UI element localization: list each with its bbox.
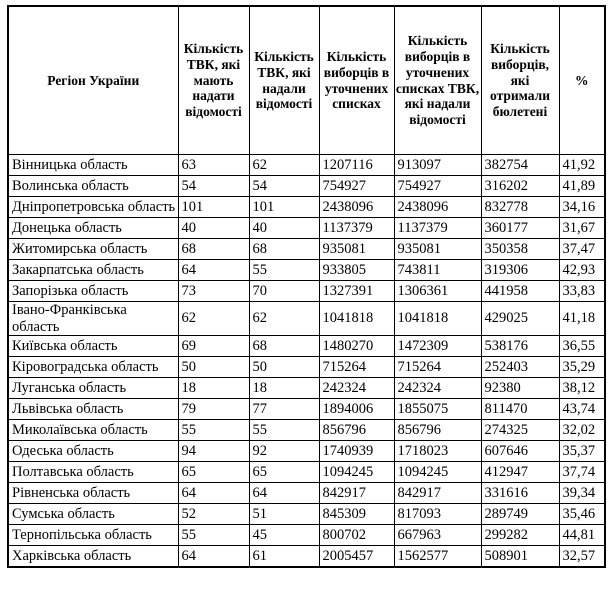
cell-tvk_must_report: 50 (178, 357, 249, 378)
cell-voters_received_ballots: 607646 (481, 441, 559, 462)
column-header-voters_updated_lists: Кількість виборців в уточнених списках (319, 6, 394, 155)
cell-tvk_must_report: 64 (178, 260, 249, 281)
cell-percent: 37,74 (559, 462, 605, 483)
cell-voters_updated_lists: 242324 (319, 378, 394, 399)
cell-voters_updated_lists: 845309 (319, 504, 394, 525)
cell-tvk_must_report: 64 (178, 483, 249, 504)
table-row (8, 504, 605, 525)
cell-voters_updated_lists_reported: 1094245 (394, 462, 481, 483)
column-header-tvk_reported: Кількість ТВК, які надали відомості (249, 6, 319, 155)
cell-voters_updated_lists: 842917 (319, 483, 394, 504)
cell-voters_received_ballots: 274325 (481, 420, 559, 441)
table-row (8, 302, 605, 336)
cell-voters_updated_lists_reported: 856796 (394, 420, 481, 441)
cell-region: Полтавська область (8, 462, 178, 483)
cell-percent: 36,55 (559, 336, 605, 357)
table-row (8, 420, 605, 441)
cell-percent: 33,83 (559, 281, 605, 302)
cell-voters_updated_lists: 1094245 (319, 462, 394, 483)
cell-percent: 31,67 (559, 218, 605, 239)
cell-tvk_must_report: 68 (178, 239, 249, 260)
cell-voters_updated_lists: 933805 (319, 260, 394, 281)
cell-tvk_must_report: 94 (178, 441, 249, 462)
cell-percent: 41,18 (559, 302, 605, 336)
cell-voters_received_ballots: 319306 (481, 260, 559, 281)
cell-percent: 35,46 (559, 504, 605, 525)
cell-tvk_reported: 40 (249, 218, 319, 239)
cell-voters_updated_lists: 856796 (319, 420, 394, 441)
cell-voters_updated_lists: 935081 (319, 239, 394, 260)
cell-tvk_reported: 68 (249, 336, 319, 357)
cell-tvk_must_report: 79 (178, 399, 249, 420)
cell-voters_updated_lists_reported: 1472309 (394, 336, 481, 357)
cell-percent: 38,12 (559, 378, 605, 399)
cell-tvk_must_report: 55 (178, 525, 249, 546)
cell-voters_received_ballots: 538176 (481, 336, 559, 357)
cell-tvk_reported: 101 (249, 197, 319, 218)
cell-voters_updated_lists: 1041818 (319, 302, 394, 336)
cell-tvk_reported: 62 (249, 302, 319, 336)
cell-voters_received_ballots: 92380 (481, 378, 559, 399)
table-row (8, 336, 605, 357)
cell-region: Тернопільська область (8, 525, 178, 546)
cell-voters_received_ballots: 331616 (481, 483, 559, 504)
cell-percent: 44,81 (559, 525, 605, 546)
cell-region: Дніпропетровська область (8, 197, 178, 218)
cell-tvk_reported: 55 (249, 260, 319, 281)
cell-tvk_must_report: 40 (178, 218, 249, 239)
cell-tvk_must_report: 62 (178, 302, 249, 336)
cell-percent: 32,57 (559, 546, 605, 568)
table-row (8, 399, 605, 420)
cell-voters_received_ballots: 412947 (481, 462, 559, 483)
cell-tvk_reported: 50 (249, 357, 319, 378)
cell-voters_updated_lists_reported: 667963 (394, 525, 481, 546)
cell-tvk_must_report: 73 (178, 281, 249, 302)
cell-region: Донецька область (8, 218, 178, 239)
table-row (8, 462, 605, 483)
cell-voters_received_ballots: 289749 (481, 504, 559, 525)
cell-voters_received_ballots: 299282 (481, 525, 559, 546)
column-header-tvk_must_report: Кількість ТВК, які мають надати відомості (178, 6, 249, 155)
cell-voters_received_ballots: 832778 (481, 197, 559, 218)
cell-tvk_reported: 70 (249, 281, 319, 302)
cell-voters_updated_lists_reported: 754927 (394, 176, 481, 197)
cell-tvk_reported: 18 (249, 378, 319, 399)
cell-region: Сумська область (8, 504, 178, 525)
cell-region: Луганська область (8, 378, 178, 399)
cell-tvk_must_report: 54 (178, 176, 249, 197)
cell-percent: 41,92 (559, 155, 605, 176)
cell-percent: 41,89 (559, 176, 605, 197)
cell-tvk_must_report: 63 (178, 155, 249, 176)
cell-voters_received_ballots: 508901 (481, 546, 559, 568)
cell-tvk_reported: 65 (249, 462, 319, 483)
cell-percent: 34,16 (559, 197, 605, 218)
cell-voters_updated_lists_reported: 935081 (394, 239, 481, 260)
cell-region: Рівненська область (8, 483, 178, 504)
cell-voters_received_ballots: 441958 (481, 281, 559, 302)
table-row (8, 260, 605, 281)
table-row (8, 176, 605, 197)
cell-tvk_must_report: 64 (178, 546, 249, 568)
cell-voters_updated_lists_reported: 1855075 (394, 399, 481, 420)
cell-tvk_must_report: 65 (178, 462, 249, 483)
cell-percent: 35,29 (559, 357, 605, 378)
cell-percent: 32,02 (559, 420, 605, 441)
table-row (8, 197, 605, 218)
cell-tvk_reported: 77 (249, 399, 319, 420)
column-header-voters_received_ballots: Кількість виборців, які отримали бюлетені (481, 6, 559, 155)
cell-region: Закарпатська область (8, 260, 178, 281)
cell-voters_updated_lists_reported: 743811 (394, 260, 481, 281)
cell-tvk_reported: 92 (249, 441, 319, 462)
cell-voters_updated_lists: 2005457 (319, 546, 394, 568)
cell-region: Харківська область (8, 546, 178, 568)
cell-tvk_reported: 62 (249, 155, 319, 176)
cell-voters_updated_lists_reported: 1137379 (394, 218, 481, 239)
cell-voters_received_ballots: 360177 (481, 218, 559, 239)
cell-voters_updated_lists: 1207116 (319, 155, 394, 176)
cell-voters_updated_lists: 1480270 (319, 336, 394, 357)
cell-voters_updated_lists_reported: 1041818 (394, 302, 481, 336)
cell-tvk_reported: 68 (249, 239, 319, 260)
column-header-region: Регіон України (8, 6, 178, 155)
cell-region: Київська область (8, 336, 178, 357)
cell-voters_updated_lists_reported: 2438096 (394, 197, 481, 218)
cell-voters_updated_lists: 1740939 (319, 441, 394, 462)
cell-tvk_reported: 55 (249, 420, 319, 441)
cell-tvk_must_report: 18 (178, 378, 249, 399)
cell-voters_received_ballots: 811470 (481, 399, 559, 420)
cell-voters_received_ballots: 316202 (481, 176, 559, 197)
cell-voters_updated_lists: 715264 (319, 357, 394, 378)
regions-statistics-table (7, 5, 606, 568)
cell-region: Одеська область (8, 441, 178, 462)
cell-voters_updated_lists_reported: 913097 (394, 155, 481, 176)
table-row (8, 281, 605, 302)
cell-voters_updated_lists_reported: 1562577 (394, 546, 481, 568)
cell-voters_updated_lists_reported: 817093 (394, 504, 481, 525)
table-row (8, 546, 605, 568)
cell-voters_updated_lists_reported: 242324 (394, 378, 481, 399)
cell-voters_updated_lists_reported: 1718023 (394, 441, 481, 462)
cell-voters_updated_lists_reported: 1306361 (394, 281, 481, 302)
cell-voters_updated_lists: 2438096 (319, 197, 394, 218)
cell-tvk_must_report: 52 (178, 504, 249, 525)
table-header (8, 6, 605, 155)
cell-percent: 43,74 (559, 399, 605, 420)
cell-tvk_must_report: 55 (178, 420, 249, 441)
column-header-percent: % (559, 6, 605, 155)
cell-voters_updated_lists: 1327391 (319, 281, 394, 302)
cell-voters_received_ballots: 350358 (481, 239, 559, 260)
table-row (8, 218, 605, 239)
table-body (8, 155, 605, 568)
cell-voters_updated_lists_reported: 842917 (394, 483, 481, 504)
cell-tvk_reported: 54 (249, 176, 319, 197)
cell-voters_updated_lists: 754927 (319, 176, 394, 197)
cell-region: Житомирська область (8, 239, 178, 260)
cell-region: Кіровоградська область (8, 357, 178, 378)
cell-tvk_reported: 61 (249, 546, 319, 568)
cell-percent: 39,34 (559, 483, 605, 504)
table-row (8, 357, 605, 378)
cell-tvk_must_report: 69 (178, 336, 249, 357)
cell-voters_updated_lists: 800702 (319, 525, 394, 546)
cell-voters_updated_lists_reported: 715264 (394, 357, 481, 378)
table-row (8, 525, 605, 546)
cell-region: Миколаївська область (8, 420, 178, 441)
cell-percent: 37,47 (559, 239, 605, 260)
header-row (8, 6, 605, 155)
cell-voters_updated_lists: 1894006 (319, 399, 394, 420)
cell-voters_received_ballots: 382754 (481, 155, 559, 176)
cell-region: Львівська область (8, 399, 178, 420)
cell-tvk_must_report: 101 (178, 197, 249, 218)
cell-percent: 35,37 (559, 441, 605, 462)
table-row (8, 239, 605, 260)
cell-tvk_reported: 45 (249, 525, 319, 546)
cell-region: Вінницька область (8, 155, 178, 176)
cell-region: Запорізька область (8, 281, 178, 302)
table-row (8, 441, 605, 462)
table-row (8, 155, 605, 176)
cell-percent: 42,93 (559, 260, 605, 281)
table-row (8, 378, 605, 399)
column-header-voters_updated_lists_reported: Кількість виборців в уточнених списках ТВК, які надали відомості (394, 6, 481, 155)
cell-region: Волинська область (8, 176, 178, 197)
cell-voters_received_ballots: 252403 (481, 357, 559, 378)
cell-voters_updated_lists: 1137379 (319, 218, 394, 239)
cell-voters_received_ballots: 429025 (481, 302, 559, 336)
cell-tvk_reported: 64 (249, 483, 319, 504)
cell-tvk_reported: 51 (249, 504, 319, 525)
cell-region: Івано-Франківська область (8, 302, 178, 336)
table-row (8, 483, 605, 504)
